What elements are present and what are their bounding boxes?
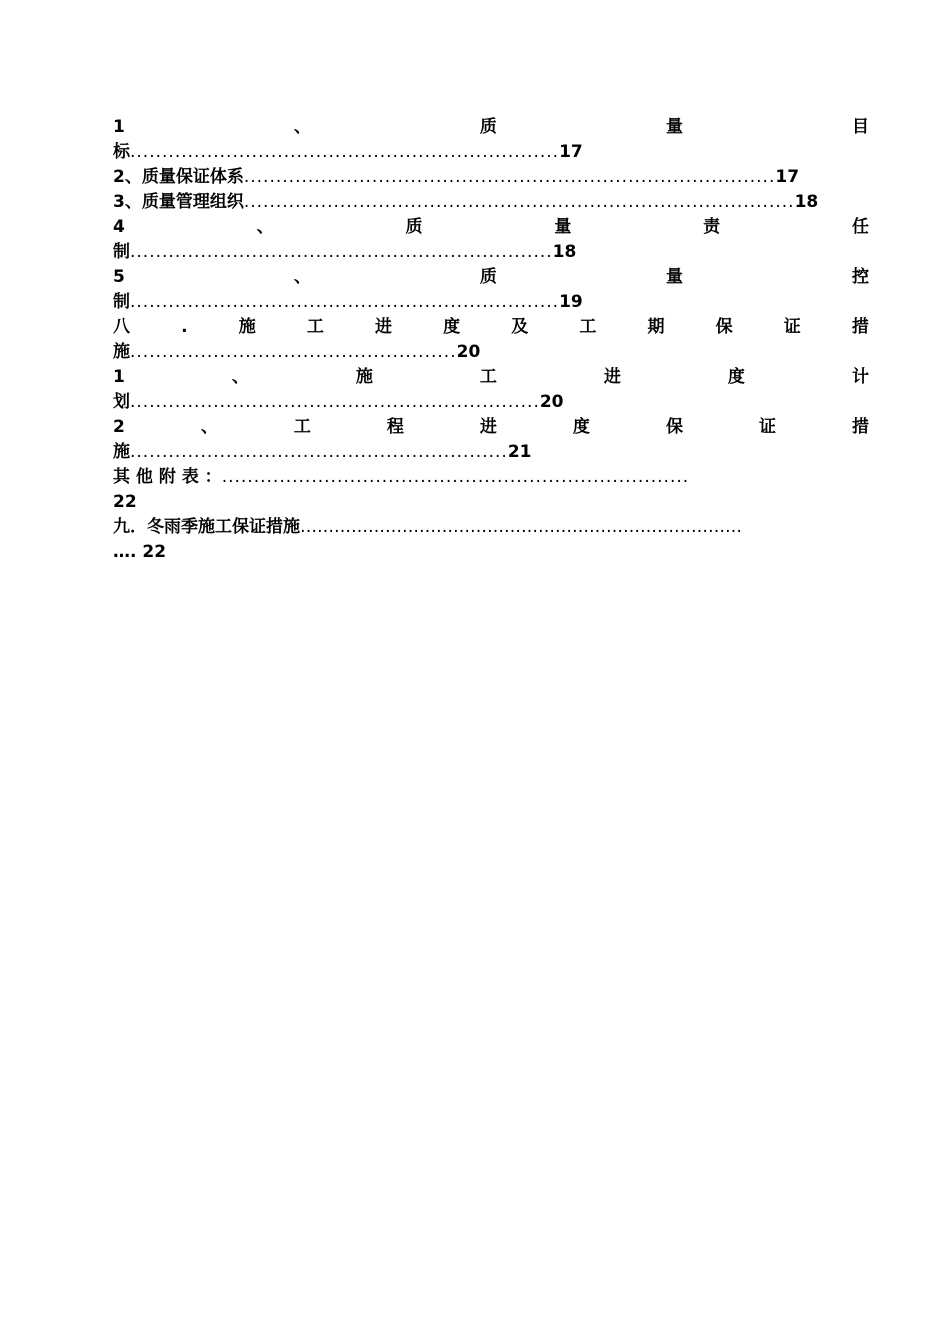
toc-char: 证 bbox=[758, 417, 776, 437]
toc-leader-dots: …………………………………………………………………… bbox=[300, 517, 742, 537]
toc-section-8-line1 bbox=[113, 315, 869, 340]
toc-entry-quality-management-org[interactable] bbox=[113, 190, 869, 215]
toc-entry-other-attachments-line1[interactable] bbox=[113, 465, 869, 490]
toc-entry-quality-goal-line1 bbox=[113, 115, 869, 140]
toc-char: 及 bbox=[511, 317, 529, 337]
toc-char: 质 bbox=[479, 267, 497, 287]
toc-entry-schedule-plan-line1 bbox=[113, 365, 869, 390]
toc-char: 、 bbox=[293, 117, 311, 137]
toc-char: 程 bbox=[386, 417, 404, 437]
table-of-contents bbox=[113, 115, 869, 565]
toc-char: 量 bbox=[554, 217, 572, 237]
toc-page-number: 20 bbox=[539, 392, 564, 412]
toc-entry-text: 制 bbox=[113, 292, 130, 312]
toc-entry-quality-control-line1 bbox=[113, 265, 869, 290]
toc-page-number: 17 bbox=[775, 167, 800, 187]
toc-char: 工 bbox=[479, 367, 497, 387]
toc-page-number: 20 bbox=[456, 342, 481, 362]
toc-char: 期 bbox=[647, 317, 665, 337]
toc-char: 、 bbox=[256, 217, 274, 237]
toc-char: 质 bbox=[479, 117, 497, 137]
toc-char: 目 bbox=[851, 117, 869, 137]
toc-entry-text: 施 bbox=[113, 342, 130, 362]
toc-section-8-line2[interactable] bbox=[113, 340, 869, 365]
toc-entry-quality-control-line2[interactable] bbox=[113, 290, 869, 315]
toc-leader-dots: ................................................................................... bbox=[243, 167, 776, 187]
toc-char: 量 bbox=[665, 117, 683, 137]
toc-char: 、 bbox=[231, 367, 249, 387]
toc-char: 1 bbox=[113, 117, 125, 137]
toc-section-9-line2 bbox=[113, 540, 869, 565]
toc-page-number: 21 bbox=[507, 442, 532, 462]
toc-leader-dots: ...................................................................................... bbox=[243, 192, 795, 212]
toc-char: 工 bbox=[293, 417, 311, 437]
toc-char: 、 bbox=[293, 267, 311, 287]
toc-page-number: …. 22 bbox=[113, 542, 167, 562]
toc-page-number: 18 bbox=[794, 192, 819, 212]
toc-entry-other-attachments-line2 bbox=[113, 490, 869, 515]
toc-char: 度 bbox=[572, 417, 590, 437]
toc-entry-schedule-measures-line2[interactable] bbox=[113, 440, 869, 465]
toc-char: 进 bbox=[374, 317, 392, 337]
toc-entry-text: 划 bbox=[113, 392, 130, 412]
toc-entry-quality-responsibility-line2[interactable] bbox=[113, 240, 869, 265]
toc-char: 措 bbox=[851, 317, 869, 337]
toc-char: 保 bbox=[665, 417, 683, 437]
toc-char: . bbox=[181, 317, 188, 337]
toc-char: 度 bbox=[727, 367, 745, 387]
toc-char: 5 bbox=[113, 267, 125, 287]
toc-char: 量 bbox=[665, 267, 683, 287]
toc-char: 控 bbox=[851, 267, 869, 287]
toc-char: 进 bbox=[603, 367, 621, 387]
toc-leader-dots: ................................................................ bbox=[130, 392, 540, 412]
toc-entry-text: 九．冬雨季施工保证措施 bbox=[113, 517, 300, 537]
toc-char: 八 bbox=[113, 317, 130, 337]
toc-char: 施 bbox=[355, 367, 373, 387]
toc-char: 措 bbox=[851, 417, 869, 437]
toc-page-number: 22 bbox=[113, 492, 137, 512]
toc-char: 质 bbox=[405, 217, 423, 237]
toc-char: 施 bbox=[238, 317, 256, 337]
toc-char: 任 bbox=[851, 217, 869, 237]
toc-char: 责 bbox=[703, 217, 721, 237]
toc-entry-text: 2、质量保证体系 bbox=[113, 167, 244, 187]
toc-char: 进 bbox=[479, 417, 497, 437]
toc-char: 保 bbox=[715, 317, 733, 337]
toc-page-number: 19 bbox=[559, 292, 583, 312]
toc-page-number: 17 bbox=[559, 142, 583, 162]
toc-entry-quality-assurance-system[interactable] bbox=[113, 165, 869, 190]
toc-char: 度 bbox=[443, 317, 461, 337]
toc-entry-text: 施 bbox=[113, 442, 130, 462]
toc-entry-text: 标 bbox=[113, 142, 130, 162]
toc-char: 证 bbox=[783, 317, 801, 337]
toc-section-9-line1[interactable] bbox=[113, 515, 869, 540]
toc-leader-dots: ................................................... bbox=[130, 342, 457, 362]
toc-char: 、 bbox=[200, 417, 218, 437]
toc-leader-dots: ................................................................... bbox=[130, 142, 560, 162]
toc-char: 1 bbox=[113, 367, 125, 387]
toc-entry-schedule-measures-line1 bbox=[113, 415, 869, 440]
toc-entry-text: 3、质量管理组织 bbox=[113, 192, 244, 212]
toc-entry-quality-responsibility-line1 bbox=[113, 215, 869, 240]
toc-char: 4 bbox=[113, 217, 125, 237]
toc-page-number: 18 bbox=[552, 242, 577, 262]
toc-leader-dots: ......................................................................... bbox=[221, 467, 690, 487]
toc-char: 计 bbox=[851, 367, 869, 387]
toc-entry-text: 其 他 附 表 ： bbox=[113, 467, 222, 487]
toc-leader-dots: .................................................................. bbox=[130, 242, 553, 262]
toc-leader-dots: ................................................................... bbox=[130, 292, 560, 312]
toc-entry-schedule-plan-line2[interactable] bbox=[113, 390, 869, 415]
toc-entry-quality-goal-line2[interactable] bbox=[113, 140, 869, 165]
toc-entry-text: 制 bbox=[113, 242, 130, 262]
toc-leader-dots: ........................................................... bbox=[130, 442, 508, 462]
toc-char: 工 bbox=[306, 317, 324, 337]
toc-char: 工 bbox=[579, 317, 597, 337]
toc-char: 2 bbox=[113, 417, 125, 437]
